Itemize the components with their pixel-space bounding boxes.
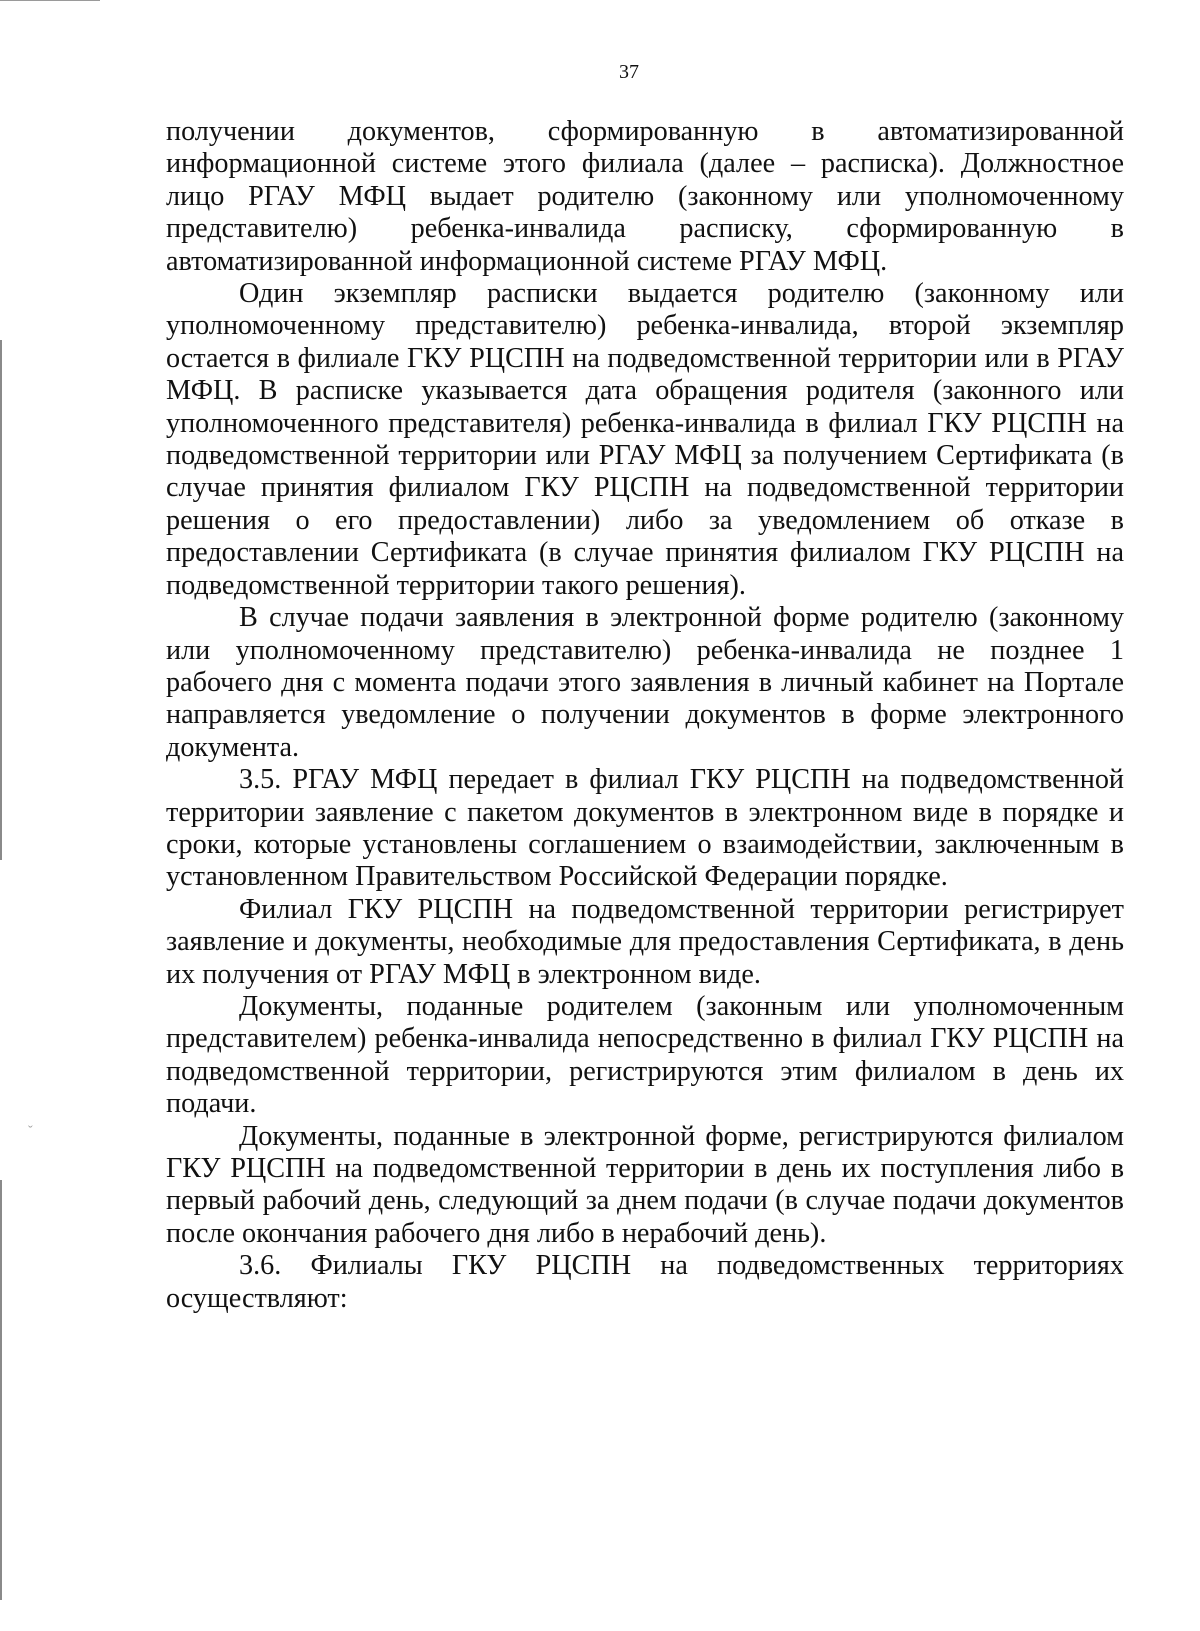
paragraph-section-3-6: 3.6. Филиалы ГКУ РЦСПН на подведомственных территориях осуществляют: bbox=[166, 1250, 1124, 1314]
scan-artifact-top-line bbox=[0, 0, 100, 1]
paragraph-continuation: получении документов, сформированную в автоматизированной информационной системе этого филиала (далее – расписка). Должностное лицо РГАУ МФЦ выдает родителю (законному или уполномоченному представителю) ребенка-инвалида расписку, сформированную в автоматизированной информационной системе РГАУ МФЦ. bbox=[166, 116, 1124, 277]
scan-speck: ˇ bbox=[28, 1124, 33, 1139]
paragraph-section-3-5: 3.5. РГАУ МФЦ передает в филиал ГКУ РЦСПН на подведомственной территории заявление с пакетом документов в электронном виде в порядке и сроки, которые установлены соглашением о взаимодействии, заключенным в установленном Правительством Российской Федерации порядке. bbox=[166, 764, 1124, 893]
paragraph-receipt-copies: Один экземпляр расписки выдается родителю (законному или уполномоченному представителю) ребенка-инвалида, второй экземпляр остается в филиале ГКУ РЦСПН на подведомственной территории или в РГАУ МФЦ. В расписке указывается дата обращения родителя (законного или уполномоченного представителя) ребенка-инвалида в филиал ГКУ РЦСПН на подведомственной территории или РГАУ МФЦ за получением Сертификата (в случае принятия филиалом ГКУ РЦСПН на подведомственной территории решения о его предоставлении) либо за уведомлением об отказе в предоставлении Сертификата (в случае принятия филиалом ГКУ РЦСПН на подведомственной территории такого решения). bbox=[166, 278, 1124, 601]
document-body bbox=[166, 116, 1124, 1315]
scan-artifact-left-edge bbox=[0, 340, 2, 860]
paragraph-branch-registration: Филиал ГКУ РЦСПН на подведомственной территории регистрирует заявление и документы, необходимые для предоставления Сертификата, в день их получения от РГАУ МФЦ в электронном виде. bbox=[166, 893, 1124, 990]
paragraph-electronic-submission: В случае подачи заявления в электронной форме родителю (законному или уполномоченному представителю) ребенка-инвалида не позднее 1 рабочего дня с момента подачи этого заявления в личный кабинет на Портале направляется уведомление о получении документов в форме электронного документа. bbox=[166, 602, 1124, 763]
paragraph-direct-submission: Документы, поданные родителем (законным или уполномоченным представителем) ребенка-инвалида непосредственно в филиал ГКУ РЦСПН на подведомственной территории, регистрируются этим филиалом в день их подачи. bbox=[166, 990, 1124, 1120]
paragraph-electronic-registration: Документы, поданные в электронной форме, регистрируются филиалом ГКУ РЦСПН на подведомственной территории в день их поступления либо в первый рабочий день, следующий за днем подачи (в случае подачи документов после окончания рабочего дня либо в нерабочий день). bbox=[166, 1120, 1124, 1249]
page-number: 37 bbox=[619, 61, 639, 83]
scan-artifact-left-edge-lower bbox=[0, 1180, 2, 1600]
